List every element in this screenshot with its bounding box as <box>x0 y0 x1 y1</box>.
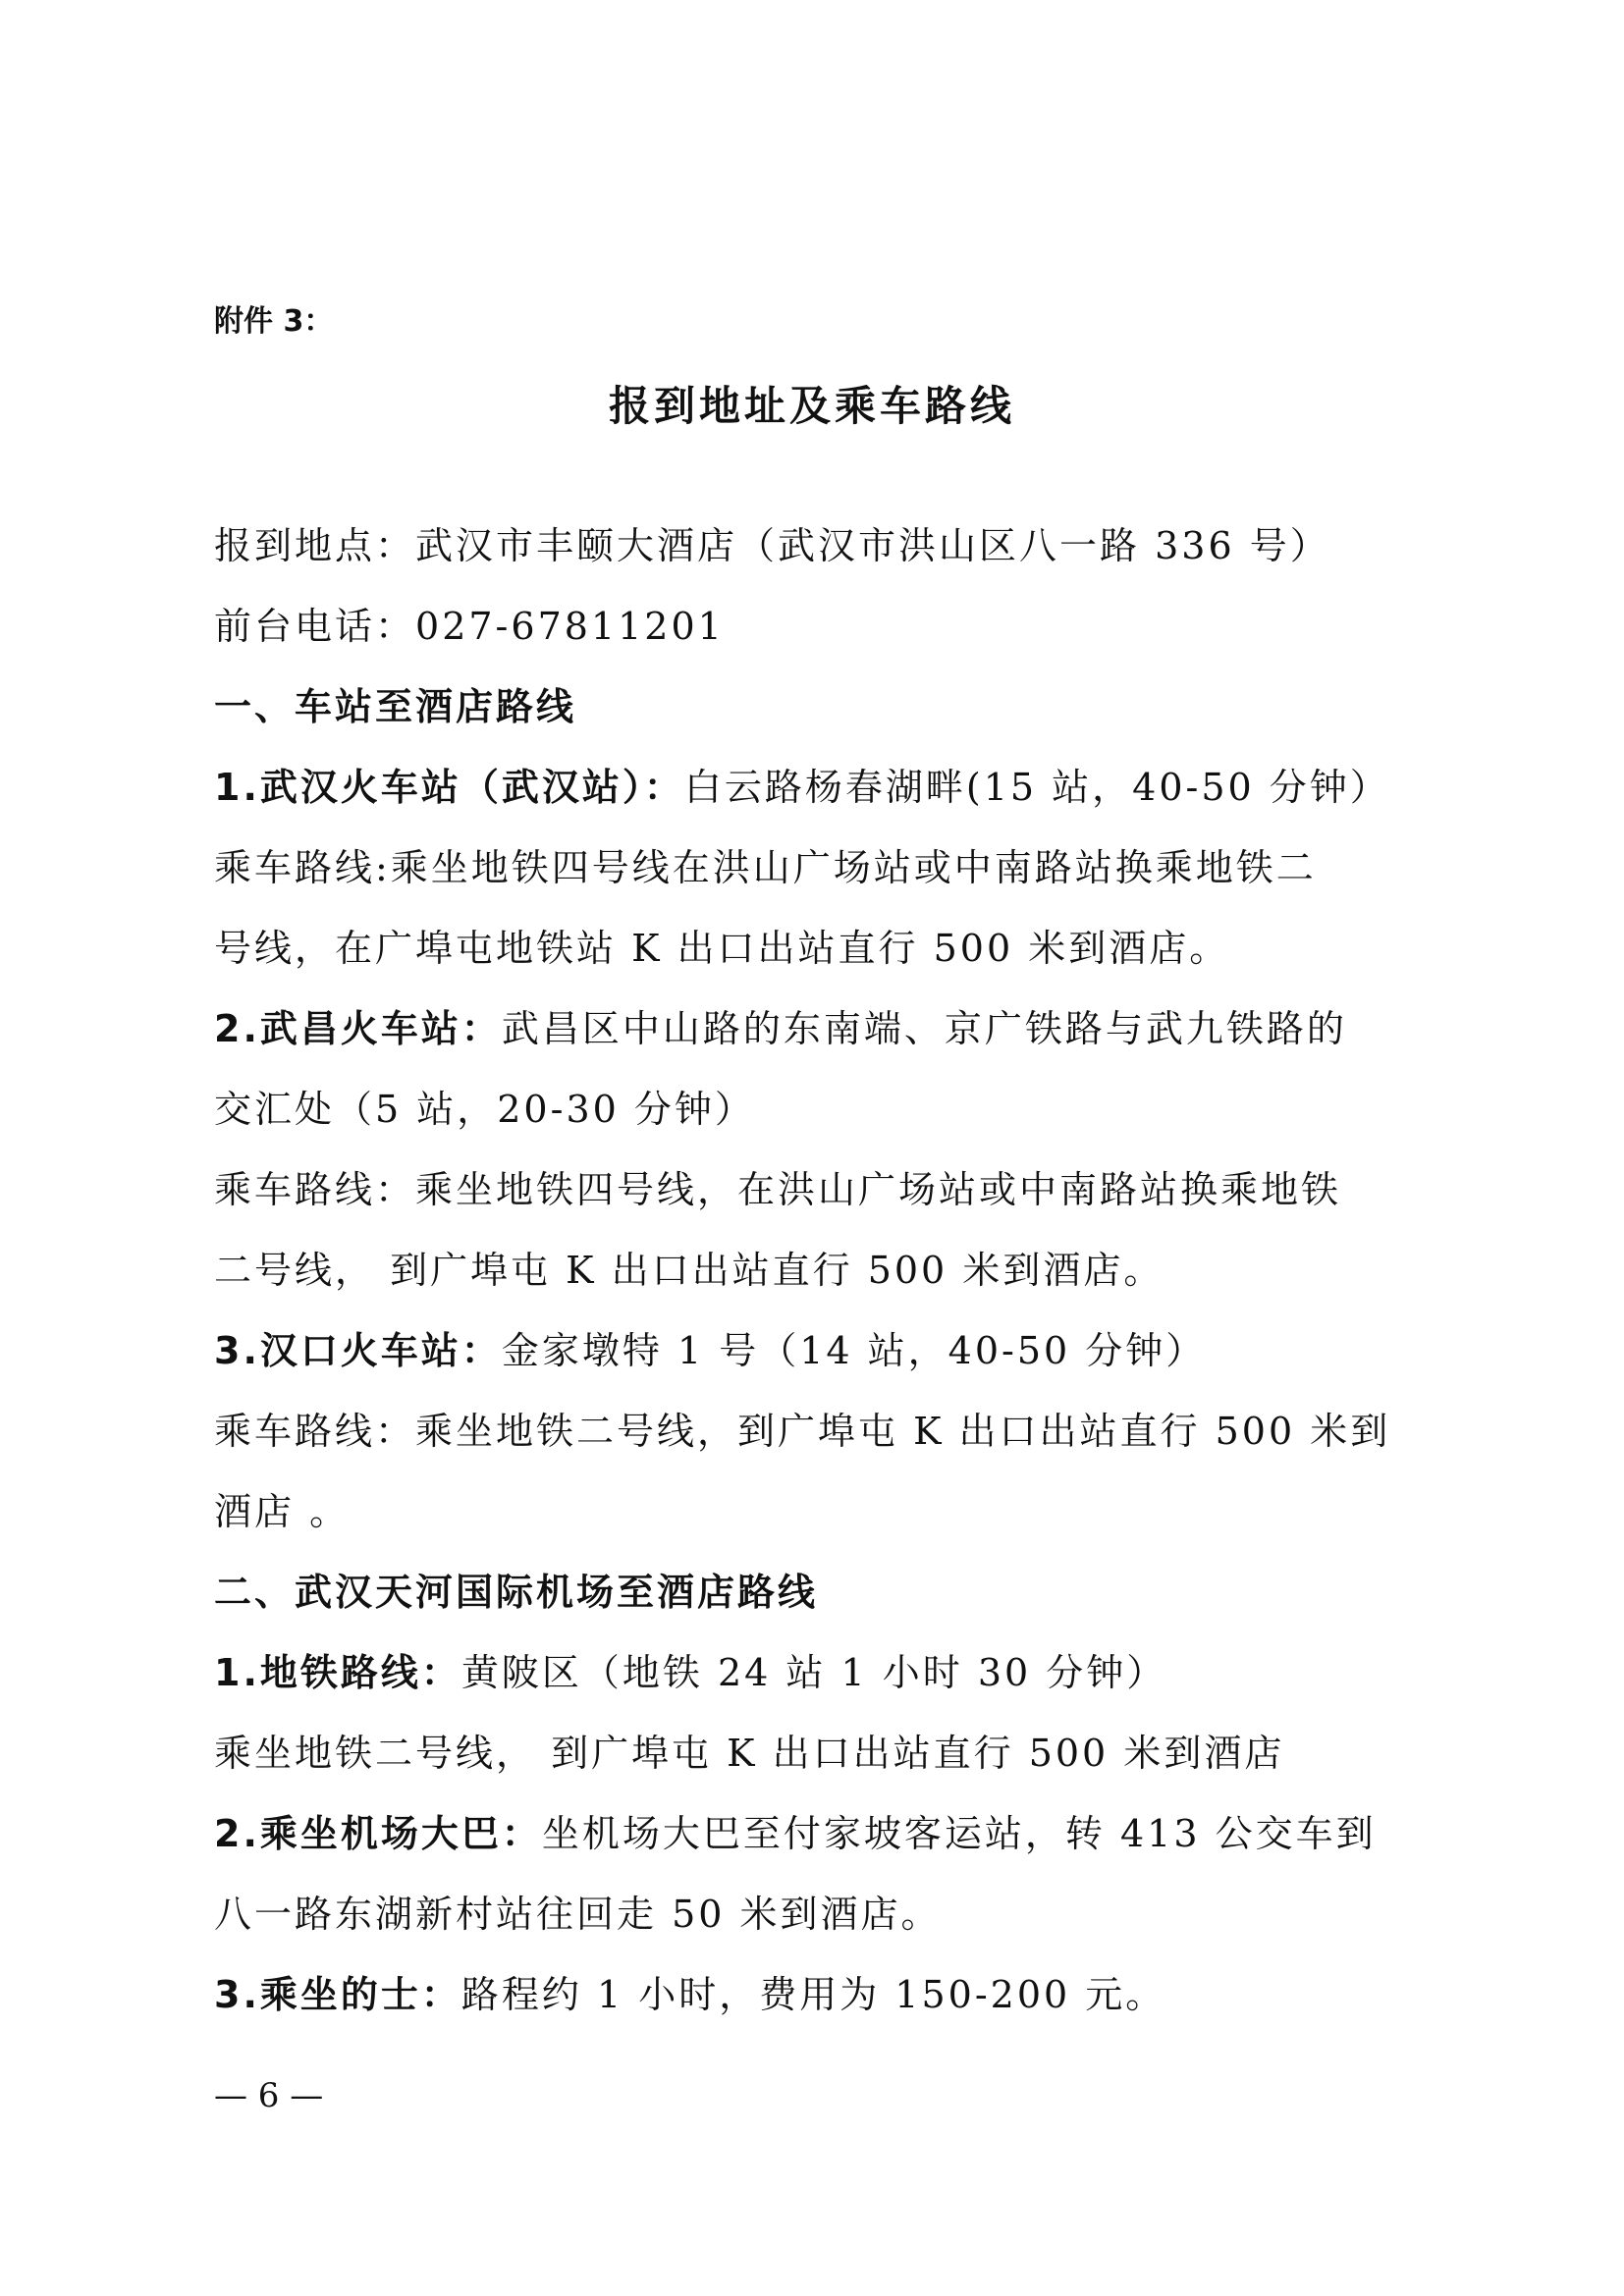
page-title: 报到地址及乘车路线 <box>608 382 1015 430</box>
s1-item3-route-1: 乘车路线：乘坐地铁二号线，到广埠屯 K 出口出站直行 500 米到 <box>214 1410 1391 1453</box>
s1-item2-route-2: 二号线， 到广埠屯 K 出口出站直行 500 米到酒店。 <box>214 1249 1164 1292</box>
phone-line <box>214 599 725 654</box>
s1-item1-route-2: 号线，在广埠屯地铁站 K 出口出站直行 500 米到酒店。 <box>214 927 1230 970</box>
s2-item2-label: 2.乘坐机场大巴： <box>214 1812 542 1855</box>
address-value: 武汉市丰颐大酒店（武汉市洪山区八一路 336 号） <box>415 524 1330 567</box>
s2-item2-line <box>214 1806 1377 1861</box>
s1-item3-route-2: 酒店 。 <box>214 1490 351 1533</box>
s2-item1-label: 1.地铁路线： <box>214 1651 461 1694</box>
s1-item1-line <box>214 760 1390 815</box>
s1-item2-line <box>214 1001 1347 1056</box>
s1-item2-label: 2.武昌火车站： <box>214 1007 502 1050</box>
s2-item3-label: 3.乘坐的士： <box>214 1973 461 2016</box>
s1-item1-label: 1.武汉火车站（武汉站）： <box>214 766 684 809</box>
s1-item2-route-1: 乘车路线：乘坐地铁四号线，在洪山广场站或中南路站换乘地铁 <box>214 1168 1342 1211</box>
section2-heading: 二、武汉天河国际机场至酒店路线 <box>214 1571 819 1614</box>
s2-item1-line <box>214 1645 1166 1700</box>
address-line <box>214 518 1330 573</box>
s1-item2-desc: 武昌区中山路的东南端、京广铁路与武九铁路的 <box>501 1007 1347 1050</box>
section1-heading: 一、车站至酒店路线 <box>214 685 577 728</box>
s1-item3-label: 3.汉口火车站： <box>214 1329 502 1372</box>
s1-item1-desc: 白云路杨春湖畔(15 站，40-50 分钟） <box>683 766 1390 809</box>
attachment-label: 附件 3： <box>214 304 334 339</box>
page-number: — 6 — <box>214 2076 324 2115</box>
s1-item1-route-1: 乘车路线:乘坐地铁四号线在洪山广场站或中南路站换乘地铁二 <box>214 846 1317 889</box>
s1-item3-line <box>214 1323 1206 1378</box>
s2-item3-desc: 路程约 1 小时，费用为 150-200 元。 <box>460 1973 1166 2016</box>
address-label: 报到地点： <box>214 524 416 567</box>
s2-item1-route-1: 乘坐地铁二号线， 到广埠屯 K 出口出站直行 500 米到酒店 <box>214 1732 1285 1775</box>
s1-item3-desc: 金家墩特 1 号（14 站，40-50 分钟） <box>501 1329 1207 1372</box>
phone-label: 前台电话： <box>214 605 416 648</box>
s2-item1-desc: 黄陂区（地铁 24 站 1 小时 30 分钟） <box>460 1651 1167 1694</box>
s1-item2-desc-cont: 交汇处（5 站，20-30 分钟） <box>214 1088 755 1131</box>
s2-item3-line <box>214 1967 1165 2022</box>
phone-value: 027-67811201 <box>415 605 725 648</box>
s2-item2-route-1: 八一路东湖新村站往回走 50 米到酒店。 <box>214 1893 942 1936</box>
s2-item2-desc: 坐机场大巴至付家坡客运站，转 413 公交车到 <box>541 1812 1377 1855</box>
